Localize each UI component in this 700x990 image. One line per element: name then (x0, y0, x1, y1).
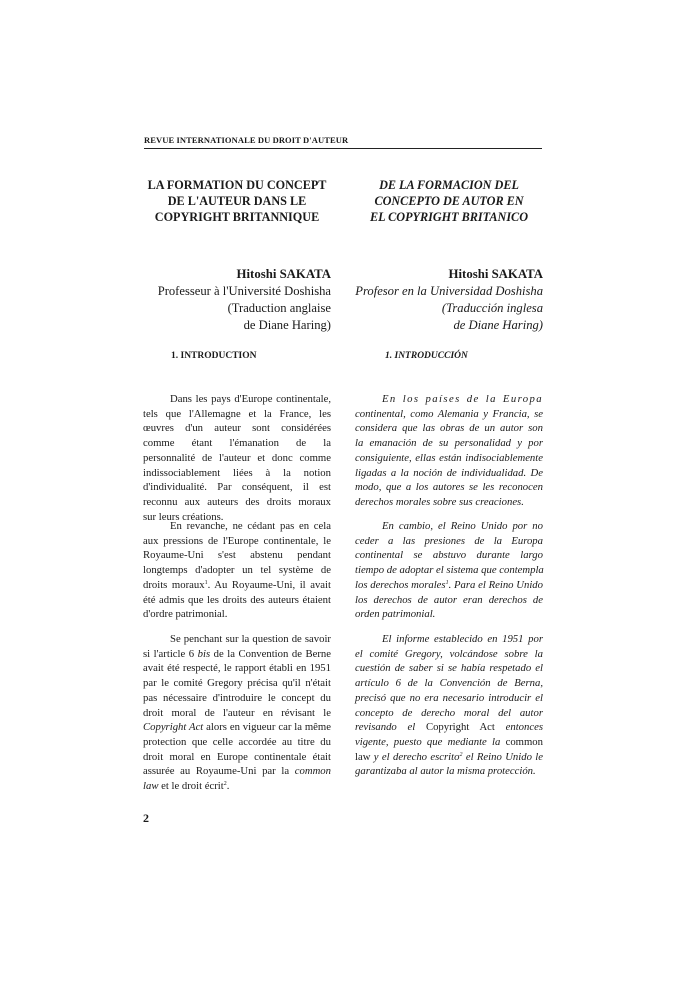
text-line: continental se abstuvo durante largo (355, 549, 543, 562)
text-line: tiempo de adoptar el sistema que contempla (355, 564, 544, 577)
text-segment: vigente, puesto que mediante la (355, 735, 506, 748)
text-line: el comité Gregory, volcándose sobre la (355, 647, 543, 660)
text-line (143, 720, 331, 735)
author-name: Hitoshi SAKATA (448, 267, 543, 281)
spanish-column (355, 177, 544, 778)
text-line (143, 578, 331, 593)
affiliation-line: de Diane Haring) (453, 318, 543, 332)
text-line: orden patrimonial. (355, 608, 436, 621)
text-line: precisó que no era necesario introducir el (355, 691, 543, 704)
french-title (143, 177, 331, 237)
running-head: REVUE INTERNATIONALE DU DROIT D'AUTEUR (144, 135, 542, 149)
section-heading: 1. INTRODUCCIÓN (385, 351, 468, 361)
spanish-paragraph-1 (355, 392, 543, 510)
italic-term: law (143, 780, 159, 793)
text-line: protection que celle accordée au titre du (143, 735, 331, 748)
title-line: COPYRIGHT BRITANNIQUE (154, 210, 320, 224)
text-segment: . Au Royaume-Uni, il avait (207, 578, 331, 591)
text-line: artículo 6 de la Convención de Berna, (355, 677, 543, 690)
title-line: LA FORMATION DU CONCEPT (147, 178, 327, 192)
text-line (143, 779, 331, 794)
text-line: cuestión de saber si se había respetado el (355, 662, 543, 675)
affiliation-line: (Traducción inglesa (441, 301, 543, 315)
text-line: d'ordre patrimonial. (143, 608, 228, 621)
affiliation-line: (Traduction anglaise (227, 301, 331, 315)
affiliation-line: Profesor en la Universidad Doshisha (355, 284, 543, 298)
text-line: reconnu aux auteurs des droits moraux (143, 495, 331, 508)
text-segment: et le droit écrit (158, 780, 224, 793)
text-line: droit moral en Europe continentale était (143, 750, 331, 763)
text-segment: si l'article 6 (143, 647, 198, 660)
text-segment: . (226, 780, 230, 793)
text-segment: el Reino Unido le (462, 750, 543, 763)
text-segment: de la Convention de Berne (210, 647, 331, 660)
text-line (143, 647, 331, 662)
text-segment: . Para el Reino Unido (448, 578, 543, 591)
text-line: Se penchant sur la question de savoir (170, 633, 331, 645)
french-paragraph-1 (143, 392, 331, 524)
text-line: garantizaba al autor la misma protección. (355, 765, 536, 778)
text-line: derechos morales sobre sus creaciones. (355, 495, 524, 508)
author-name: Hitoshi SAKATA (236, 267, 331, 281)
upright-term: Copyright Act (425, 721, 495, 734)
affiliation-line: de Diane Haring) (243, 318, 331, 332)
italic-term: Copyright Act (143, 721, 204, 734)
title-line: DE L'AUTEUR DANS LE (167, 194, 307, 208)
text-segment: revisando el (355, 721, 426, 734)
spanish-title (355, 177, 543, 237)
text-line: modo, que a los autores se les reconocen (355, 481, 543, 494)
text-segment: y el derecho escrito (370, 750, 460, 763)
upright-term: common (505, 735, 543, 748)
spanish-author-block (355, 265, 543, 334)
text-line: considera que las obras de un autor son (355, 422, 543, 435)
text-segment: entonces (494, 721, 544, 734)
text-line: Dans les pays d'Europe continentale, (170, 393, 331, 405)
affiliation-line: Professeur à l'Université Doshisha (157, 284, 331, 298)
text-line: personnalité de l'auteur et donc comme (143, 451, 331, 464)
text-line: sur leurs créations. (143, 510, 224, 523)
text-line (143, 764, 331, 779)
text-line: longtemps d'adopter un tel système de (143, 564, 331, 577)
title-line: CONCEPTO DE AUTOR EN (374, 194, 524, 208)
spanish-paragraph-2 (355, 519, 543, 622)
footnote-ref: 2 (459, 751, 463, 758)
text-line: tels que l'Allemagne et la France, les (143, 407, 331, 420)
text-line: concepto de derecho moral del autor (355, 706, 543, 719)
text-line (355, 720, 543, 735)
text-segment: los derechos morales (355, 578, 446, 591)
text-line: pas nécessaire d'introduire le concept du (143, 691, 331, 704)
italic-term: common (294, 765, 331, 778)
text-line: los derechos de autor eran derechos de (355, 593, 543, 606)
text-segment: alors en vigueur car la même (203, 721, 331, 734)
french-author-block (158, 265, 331, 334)
text-line: En los países de la Europa (382, 393, 543, 405)
text-segment: droits moraux (143, 578, 205, 591)
title-line: EL COPYRIGHT BRITANICO (369, 210, 528, 224)
text-line: continental, como Alemania y Francia, se (355, 407, 543, 420)
text-line: En revanche, ne cédant pas en cela (170, 520, 331, 532)
footnote-ref: 2 (223, 781, 227, 788)
text-line (355, 735, 543, 750)
french-column (143, 177, 331, 793)
text-line: d'individualité. Par conséquent, il est (143, 481, 331, 494)
text-line: aux pressions de l'Europe continentale, le (143, 534, 331, 547)
text-line: consiguiente, ellas están indisociablemente (355, 451, 543, 464)
section-heading: 1. INTRODUCTION (171, 351, 257, 361)
text-line: Royaume-Uni s'est abstenu pendant (143, 549, 331, 562)
text-line: été admis que les droits des auteurs étaient (143, 593, 331, 606)
text-line: avait été respecté, le rapport établi en 1951 (143, 662, 331, 675)
french-paragraph-3 (143, 632, 331, 794)
text-line (355, 750, 543, 765)
text-line (355, 578, 543, 593)
footnote-ref: 1 (445, 579, 449, 586)
footnote-ref: 1 (204, 579, 208, 586)
text-line: par le comité Gregory précisa qu'il n'était (143, 677, 331, 690)
text-line: droit moral de l'auteur en révisant le (143, 706, 331, 719)
text-line: comme étant l'émanation de la (143, 437, 331, 450)
text-segment: assurée au Royaume-Uni par la (143, 765, 295, 778)
text-line: En cambio, el Reino Unido por no (382, 520, 543, 532)
text-line: ceder a las presiones de la Europa (355, 534, 543, 547)
upright-term: law (355, 750, 371, 763)
text-line: indissociablement liées à la notion (143, 466, 331, 479)
text-line: ligadas a la noción de individualidad. De (355, 466, 543, 479)
title-line: DE LA FORMACION DEL (379, 178, 519, 192)
spanish-paragraph-3 (355, 632, 543, 779)
text-line: la emanación de su personalidad y por (355, 437, 543, 450)
french-paragraph-2 (143, 519, 331, 622)
text-line: El informe establecido en 1951 por (382, 633, 543, 645)
text-line: œuvres d'un auteur sont considérées (143, 422, 331, 435)
page-number: 2 (143, 811, 149, 825)
italic-term: bis (197, 647, 211, 660)
